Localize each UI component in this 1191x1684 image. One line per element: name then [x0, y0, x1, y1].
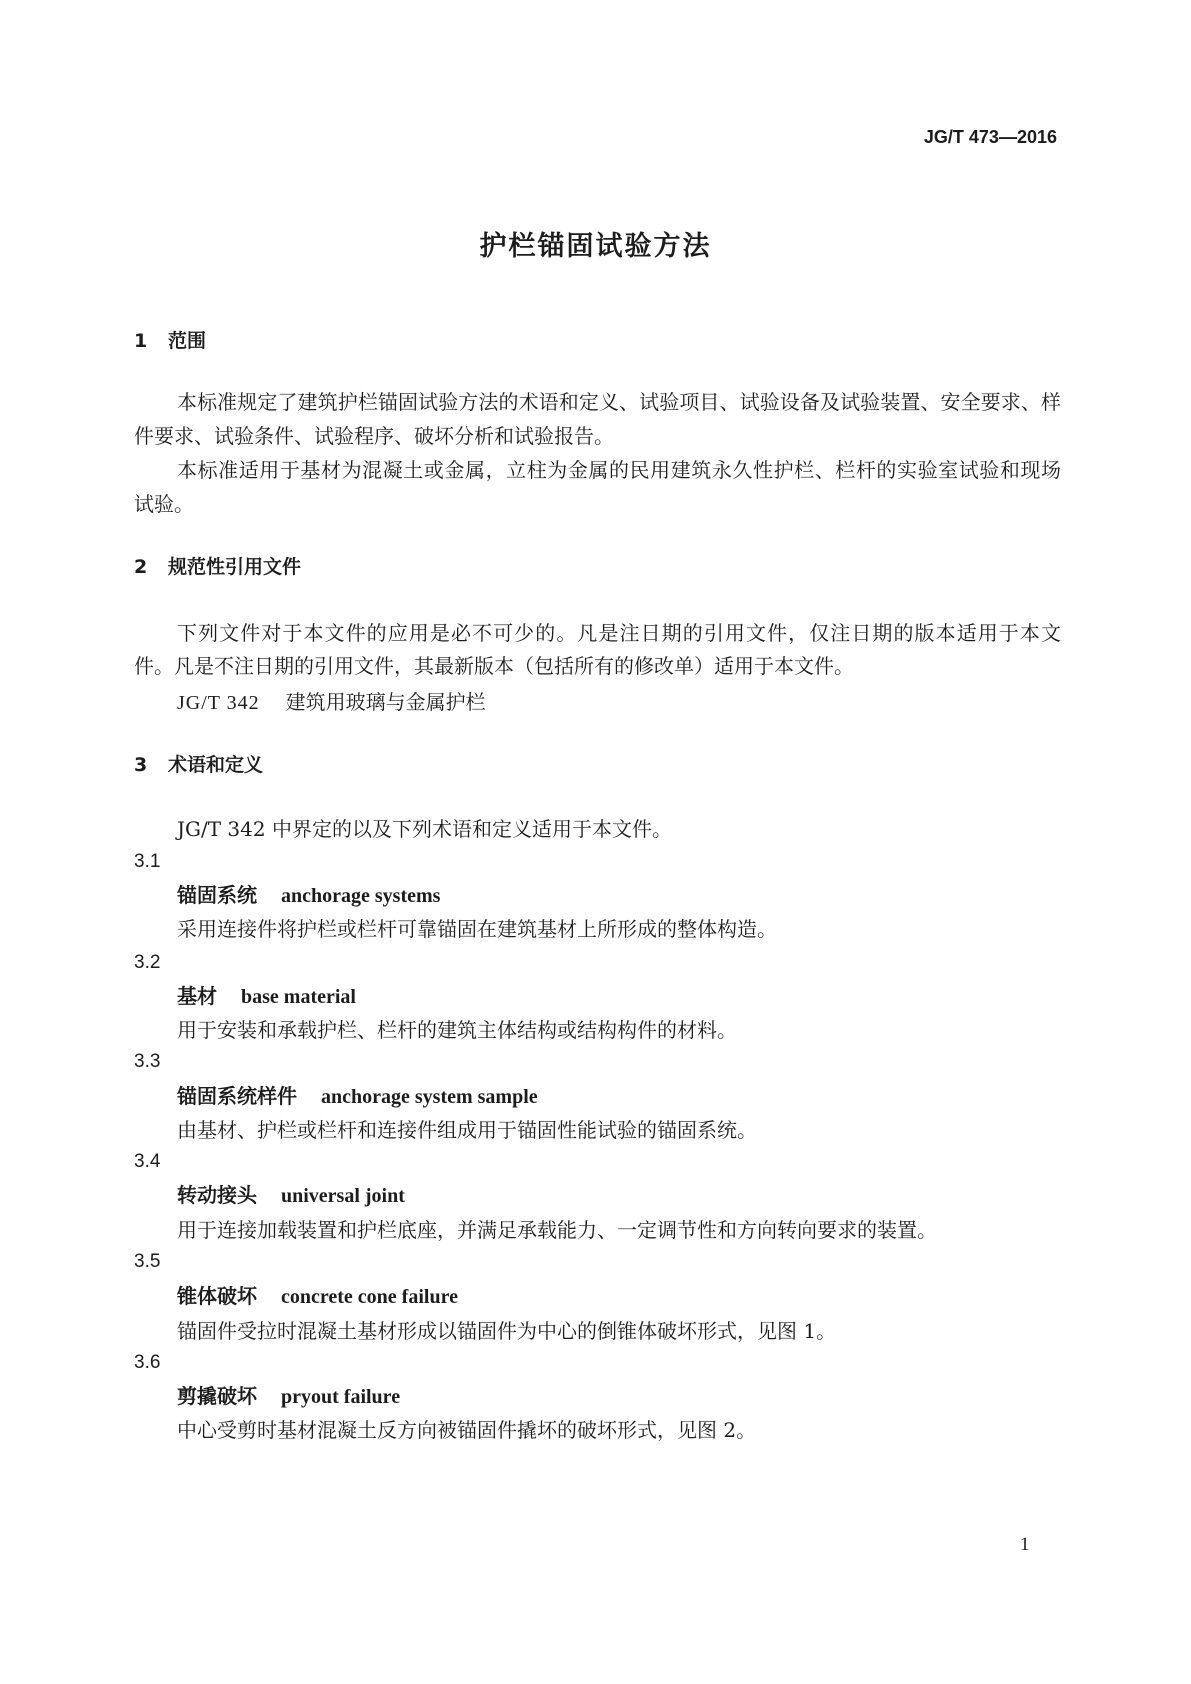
- term-title: [177, 1283, 458, 1310]
- reference-entry: [177, 689, 486, 716]
- term-chinese: 锚固系统: [177, 883, 257, 907]
- section-number: 3: [134, 754, 148, 776]
- term-chinese: 转动接头: [177, 1183, 257, 1207]
- section-intro: JG/T 342 中界定的以及下列术语和定义适用于本文件。: [177, 817, 672, 841]
- term-english: anchorage systems: [281, 885, 441, 907]
- document-title: 护栏锚固试验方法: [479, 231, 712, 262]
- term-chinese: 基材: [177, 984, 217, 1008]
- paragraph-line: 本标准适用于基材为混凝土或金属，立柱为金属的民用建筑永久性护栏、栏杆的实验室试验和现场: [177, 458, 1061, 482]
- term-number: 3.5: [134, 1251, 161, 1272]
- paragraph-line: 试验。: [134, 492, 194, 516]
- term-number: 3.3: [134, 1051, 161, 1072]
- term-definition: 采用连接件将护栏或栏杆可靠锚固在建筑基材上所形成的整体构造。: [177, 917, 777, 941]
- term-english: anchorage system sample: [321, 1086, 538, 1108]
- page-number: 1: [1020, 1534, 1030, 1555]
- paragraph-line: 下列文件对于本文件的应用是必不可少的。凡是注日期的引用文件，仅注日期的版本适用于本文: [177, 621, 1061, 645]
- term-title: [177, 1383, 400, 1410]
- term-definition: 锚固件受拉时混凝土基材形成以锚固件为中心的倒锥体破坏形式，见图 1。: [177, 1319, 837, 1343]
- term-number: 3.6: [134, 1352, 161, 1373]
- paragraph-line: 件要求、试验条件、试验程序、破坏分析和试验报告。: [134, 424, 614, 448]
- term-title: [177, 983, 356, 1010]
- standard-code: JG/T 473—2016: [923, 127, 1057, 147]
- reference-code: JG/T 342: [177, 692, 260, 714]
- term-english: universal joint: [281, 1185, 405, 1207]
- term-english: pryout failure: [281, 1386, 401, 1408]
- section-heading: 范围: [168, 330, 207, 352]
- term-number: 3.1: [134, 851, 161, 872]
- term-definition: 用于安装和承载护栏、栏杆的建筑主体结构或结构构件的材料。: [177, 1018, 737, 1042]
- term-definition: 用于连接加载装置和护栏底座，并满足承载能力、一定调节性和方向转向要求的装置。: [177, 1218, 937, 1242]
- paragraph-line: 件。凡是不注日期的引用文件，其最新版本（包括所有的修改单）适用于本文件。: [134, 654, 854, 678]
- term-number: 3.2: [134, 952, 161, 973]
- term-english: base material: [241, 986, 356, 1008]
- term-chinese: 锥体破坏: [177, 1284, 257, 1308]
- paragraph-line: 本标准规定了建筑护栏锚固试验方法的术语和定义、试验项目、试验设备及试验装置、安全要求、样: [177, 390, 1061, 414]
- section-heading: 规范性引用文件: [168, 556, 302, 578]
- term-title: [177, 1182, 405, 1209]
- term-chinese: 剪撬破坏: [177, 1384, 257, 1408]
- term-english: concrete cone failure: [281, 1286, 458, 1308]
- reference-title: 建筑用玻璃与金属护栏: [285, 690, 486, 714]
- term-title: [177, 1083, 538, 1110]
- term-definition: 中心受剪时基材混凝土反方向被锚固件撬坏的破坏形式，见图 2。: [177, 1418, 757, 1442]
- section-heading: 术语和定义: [168, 754, 264, 776]
- term-definition: 由基材、护栏或栏杆和连接件组成用于锚固性能试验的锚固系统。: [177, 1118, 757, 1142]
- section-number: 1: [134, 330, 148, 352]
- term-number: 3.4: [134, 1151, 161, 1172]
- section-number: 2: [134, 556, 148, 578]
- term-chinese: 锚固系统样件: [177, 1084, 297, 1108]
- term-title: [177, 882, 440, 909]
